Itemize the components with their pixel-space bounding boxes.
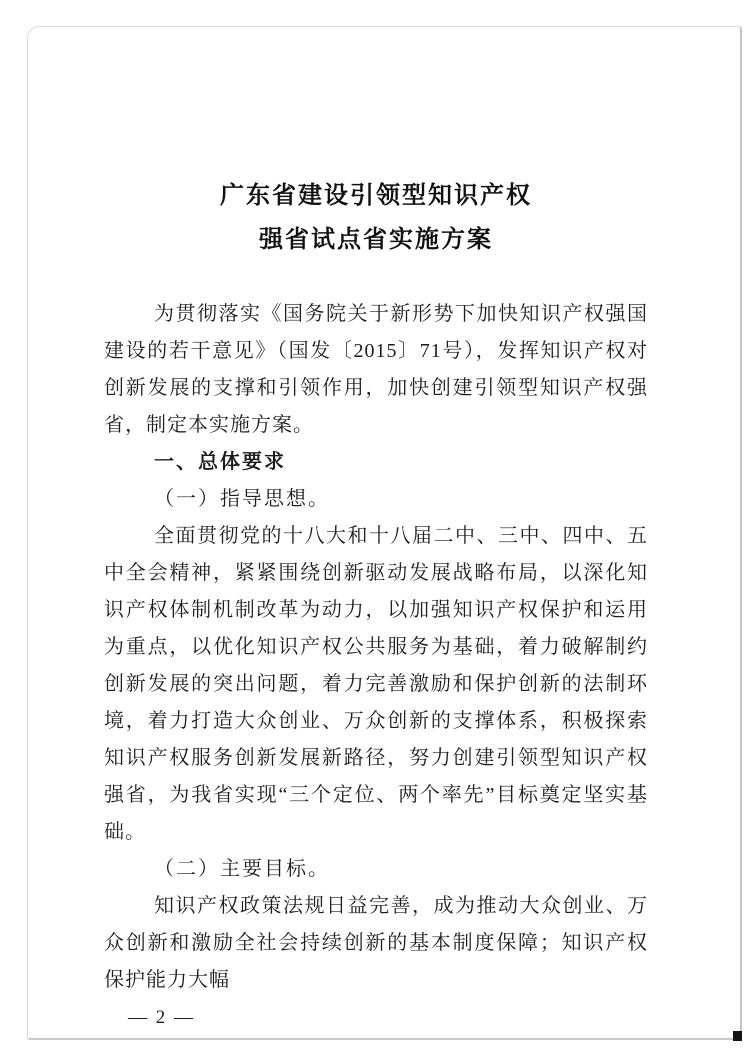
document-title-line-1: 广东省建设引领型知识产权 bbox=[220, 183, 532, 209]
document-title bbox=[104, 174, 648, 262]
page-number: — 2 — bbox=[128, 1007, 195, 1028]
scan-artifact-mark bbox=[733, 1031, 742, 1041]
paragraph-main-goals: 知识产权政策法规日益完善，成为推动大众创业、万众创新和激励全社会持续创新的基本制度保障；知识产权保护能力大幅 bbox=[104, 895, 648, 991]
subheading-guiding-ideology: （一）指导思想。 bbox=[154, 488, 330, 510]
subheading-main-goals: （二）主要目标。 bbox=[154, 858, 330, 880]
document-title-line-2: 强省试点省实施方案 bbox=[259, 227, 493, 253]
document-body bbox=[104, 174, 648, 1036]
heading-overall-requirements: 一、总体要求 bbox=[154, 451, 286, 473]
paragraph-preamble: 为贯彻落实《国务院关于新形势下加快知识产权强国建设的若干意见》（国发〔2015〕71号），发挥知识产权对创新发展的支撑和引领作用，加快创建引领型知识产权强省，制定本实施方案。 bbox=[104, 303, 648, 436]
paragraph-guiding-ideology: 全面贯彻党的十八大和十八届二中、三中、四中、五中全会精神，紧紧围绕创新驱动发展战略布局，以深化知识产权体制机制改革为动力，以加强知识产权保护和运用为重点，以优化知识产权公共服务为基础，着力破解制约创新发展的突出问题，着力完善激励和保护创新的法制环境，着力打造大众创业、万众创新的支撑体系，积极探索知识产权服务创新发展新路径，努力创建引领型知识产权强省，为我省实现“三个定位、两个率先”目标奠定坚实基础。 bbox=[104, 525, 648, 843]
